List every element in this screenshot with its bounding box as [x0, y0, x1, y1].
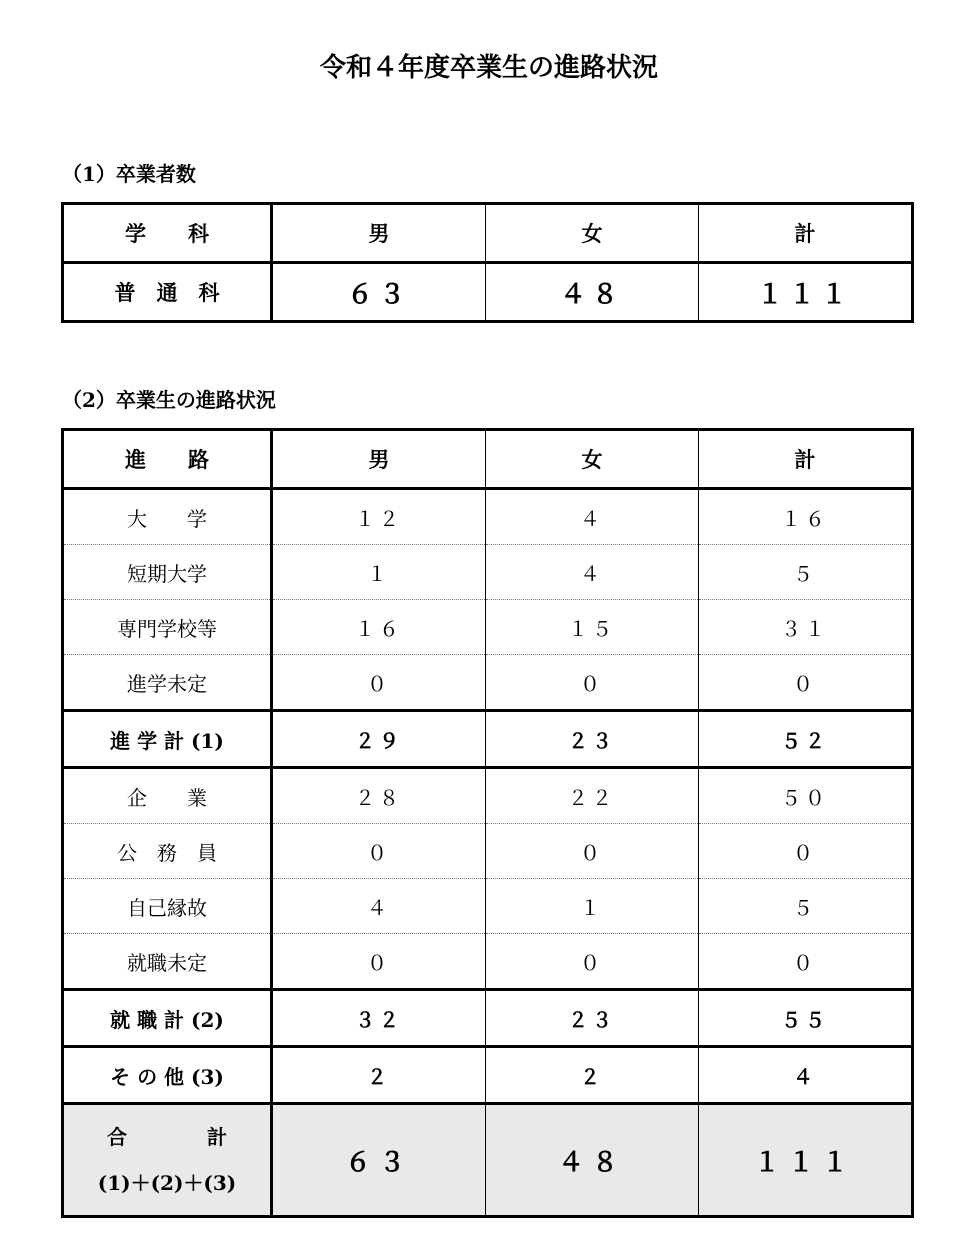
cell-total: ４	[699, 1047, 913, 1104]
cell-male: ０	[272, 655, 486, 711]
cell-total: １１１	[699, 1104, 913, 1217]
cell-total: ５２	[699, 711, 913, 768]
table-row	[63, 879, 913, 934]
cell-total: ０	[699, 934, 913, 990]
table-row	[63, 655, 913, 711]
cell-total: ５	[699, 545, 913, 600]
cell-female: ２	[486, 1047, 699, 1104]
table-row	[63, 768, 913, 824]
header-female: 女	[486, 430, 699, 489]
header-female: 女	[486, 204, 699, 263]
table-row	[63, 545, 913, 600]
cell-male: ２９	[272, 711, 486, 768]
page-title: 令和４年度卒業生の進路状況	[319, 53, 658, 83]
cell-total: ５	[699, 879, 913, 934]
row-label: 公 務 員	[63, 824, 272, 879]
row-label: 専門学校等	[63, 600, 272, 655]
cell-male: ０	[272, 824, 486, 879]
table-row	[63, 934, 913, 990]
table-header-row	[63, 430, 913, 489]
header-male: 男	[272, 204, 486, 263]
cell-female: ４	[486, 545, 699, 600]
cell-male: １６	[272, 600, 486, 655]
cell-female: １５	[486, 600, 699, 655]
cell-total: ５０	[699, 768, 913, 824]
header-department: 学 科	[63, 204, 272, 263]
row-label: 進 学 計 (1)	[63, 711, 272, 768]
table-row	[63, 600, 913, 655]
row-label: 就 職 計 (2)	[63, 990, 272, 1047]
row-label: 大 学	[63, 489, 272, 545]
cell-female: ０	[486, 934, 699, 990]
cell-female: ０	[486, 655, 699, 711]
table-header-row	[63, 204, 913, 263]
row-label: 進学未定	[63, 655, 272, 711]
cell-female: ２３	[486, 711, 699, 768]
table-row	[63, 824, 913, 879]
grand-total-label-formula: (1)＋(2)＋(3)	[97, 1171, 237, 1195]
table-row-grand-total	[63, 1104, 913, 1217]
cell-male: ６３	[346, 279, 411, 310]
cell-total: １１１	[699, 263, 913, 322]
cell-total: ５５	[699, 990, 913, 1047]
row-label: そ の 他 (3)	[63, 1047, 272, 1104]
cell-female: ４８	[486, 1104, 699, 1217]
header-male: 男	[272, 430, 486, 489]
cell-female: ４	[486, 489, 699, 545]
cell-total: ３１	[699, 600, 913, 655]
table-row-other	[63, 1047, 913, 1104]
graduates-count-table	[61, 202, 914, 323]
cell-male: １	[272, 545, 486, 600]
grand-total-label-top: 合 計	[107, 1125, 227, 1149]
header-total: 計	[699, 430, 913, 489]
cell-male: ４	[272, 879, 486, 934]
cell-total: １６	[699, 489, 913, 545]
table-row	[63, 263, 913, 322]
header-path: 進 路	[63, 430, 272, 489]
row-label: 自己縁故	[63, 879, 272, 934]
row-label: 就職未定	[63, 934, 272, 990]
cell-male: ６３	[272, 1104, 486, 1217]
row-label: 普 通 科	[63, 263, 272, 322]
row-label: 短期大学	[63, 545, 272, 600]
grand-total-label	[63, 1104, 272, 1217]
cell-total: ０	[699, 655, 913, 711]
cell-total: ０	[699, 824, 913, 879]
cell-male: ３２	[272, 990, 486, 1047]
cell-male: ２８	[272, 768, 486, 824]
career-paths-table	[61, 428, 914, 1218]
cell-female: ０	[486, 824, 699, 879]
header-total: 計	[699, 204, 913, 263]
section-heading-graduates: （1）卒業者数	[62, 162, 196, 186]
row-label: 企 業	[63, 768, 272, 824]
cell-female: ４８	[486, 263, 699, 322]
table-row-subtotal	[63, 990, 913, 1047]
section-heading-career-paths: （2）卒業生の進路状況	[62, 388, 276, 412]
cell-male: ２	[272, 1047, 486, 1104]
table-row-subtotal	[63, 711, 913, 768]
cell-female: １	[486, 879, 699, 934]
cell-female: ２２	[486, 768, 699, 824]
cell-female: ２３	[486, 990, 699, 1047]
cell-male: ０	[272, 934, 486, 990]
cell-male: １２	[272, 489, 486, 545]
table-row	[63, 489, 913, 545]
